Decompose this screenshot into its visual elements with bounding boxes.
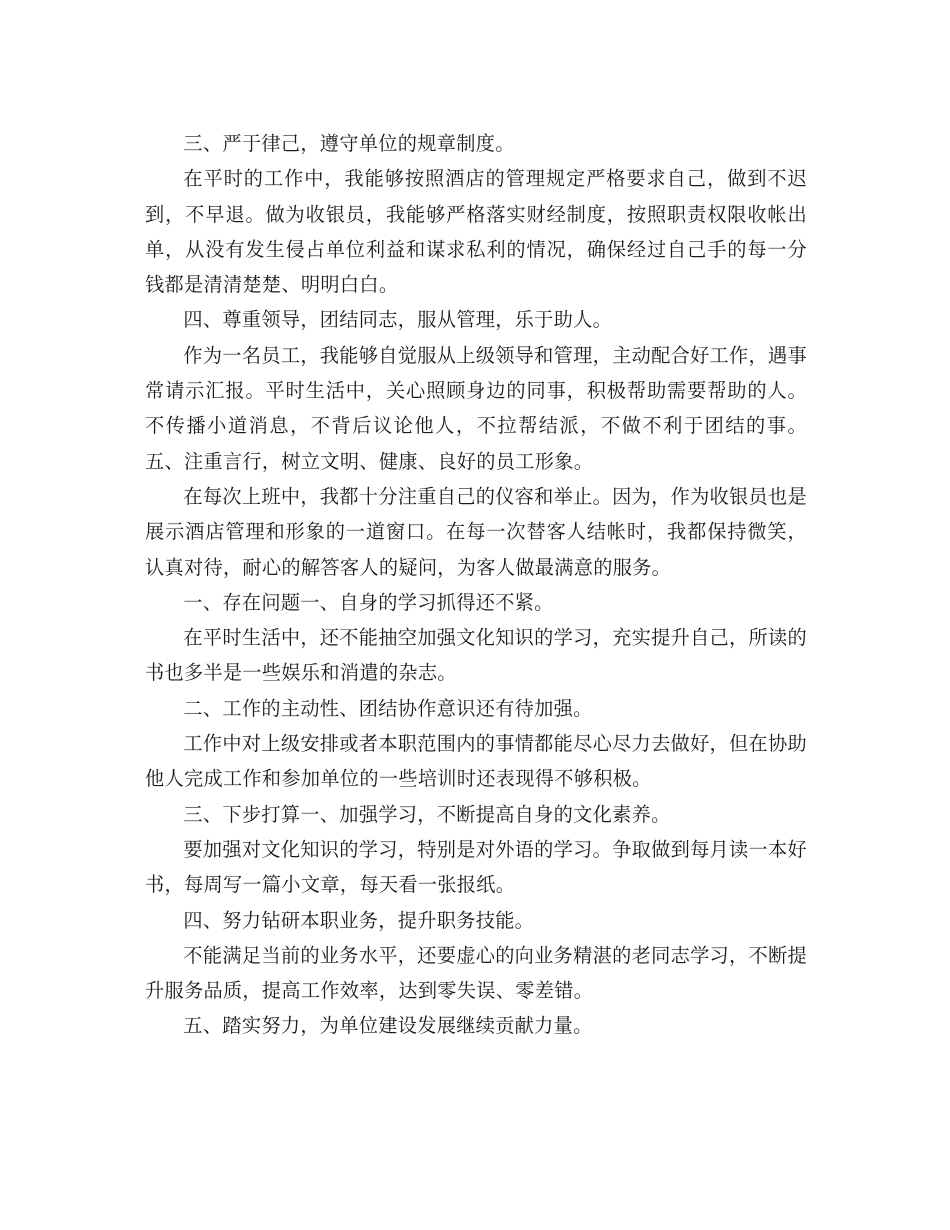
body-paragraph: 在平时的工作中，我能够按照酒店的管理规定严格要求自己，做到不迟到，不早退。做为收银员，我能够严格落实财经制度，按照职责权限收帐出单，从没有发生侵占单位利益和谋求私利的情况，确保经过自己手的每一分钱都是清清楚楚、明明白白。 xyxy=(145,167,807,297)
heading-paragraph: 一、存在问题一、自身的学习抓得还不紧。 xyxy=(183,590,554,614)
body-paragraph: 不能满足当前的业务水平，还要虚心的向业务精湛的老同志学习，不断提升服务品质，提高工作效率，达到零失误、零差错。 xyxy=(145,943,807,1003)
heading-paragraph: 五、踏实努力，为单位建设发展继续贡献力量。 xyxy=(183,1014,593,1038)
body-paragraph: 作为一名员工，我能够自觉服从上级领导和管理，主动配合好工作，遇事常请示汇报。平时生活中，关心照顾身边的同事，积极帮助需要帮助的人。不传播小道消息，不背后议论他人，不拉帮结派，不做不利于团结的事。五、注重言行，树立文明、健康、良好的员工形象。 xyxy=(145,343,807,473)
heading-paragraph: 四、尊重领导，团结同志，服从管理，乐于助人。 xyxy=(183,308,613,332)
body-paragraph: 在每次上班中，我都十分注重自己的仪容和举止。因为，作为收银员也是展示酒店管理和形象的一道窗口。在每一次替客人结帐时，我都保持微笑，认真对待，耐心的解答客人的疑问，为客人做最满意的服务。 xyxy=(145,484,807,579)
heading-paragraph: 二、工作的主动性、团结协作意识还有待加强。 xyxy=(183,696,593,720)
body-paragraph: 要加强对文化知识的学习，特别是对外语的学习。争取做到每月读一本好书，每周写一篇小文章，每天看一张报纸。 xyxy=(145,837,807,897)
body-paragraph: 工作中对上级安排或者本职范围内的事情都能尽心尽力去做好，但在协助他人完成工作和参加单位的一些培训时还表现得不够积极。 xyxy=(145,732,807,791)
heading-paragraph: 三、严于律己，遵守单位的规章制度。 xyxy=(183,132,515,155)
heading-paragraph: 四、努力钻研本职业务，提升职务技能。 xyxy=(183,908,535,932)
body-paragraph: 在平时生活中，还不能抽空加强文化知识的学习，充实提升自己，所读的书也多半是一些娱乐和消遣的杂志。 xyxy=(145,626,807,685)
heading-paragraph: 三、下步打算一、加强学习，不断提高自身的文化素养。 xyxy=(183,802,671,826)
document-body xyxy=(145,126,807,1044)
